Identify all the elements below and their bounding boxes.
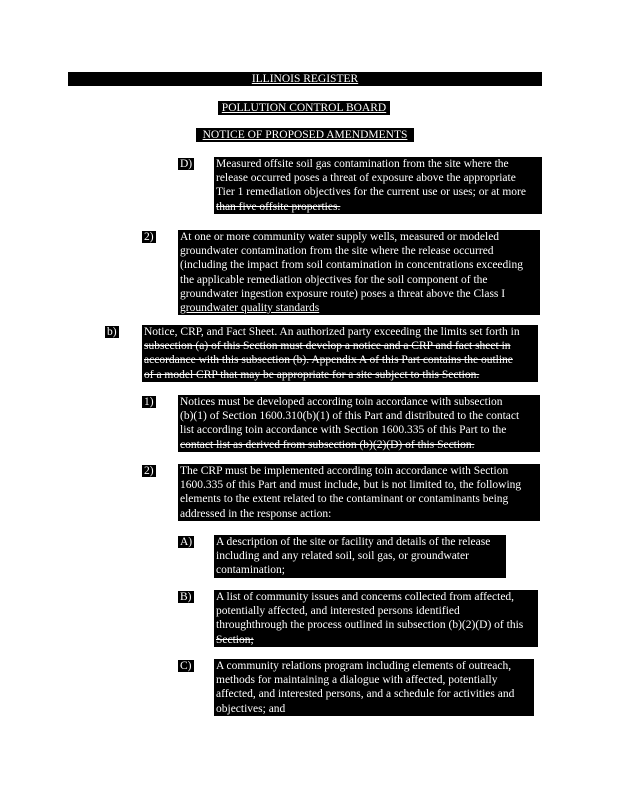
- para-line: Section;: [216, 633, 254, 646]
- para-line: throughthrough the process outlined in subsection (b)(2)(D) of this: [216, 619, 524, 632]
- para-line: A description of the site or facility and details of the release: [216, 536, 491, 548]
- paragraph-C: [214, 659, 534, 716]
- para-line: A community relations program including elements of outreach,: [216, 660, 512, 672]
- board-title: POLLUTION CONTROL BOARD: [218, 101, 390, 115]
- para-line: Measured offsite soil gas contamination from the site where the: [216, 158, 509, 170]
- item-label-a2: 2): [144, 231, 154, 243]
- paragraph-a2: [178, 230, 540, 315]
- para-line: list according toin accordance with Section 1600.335 of this Part to the: [180, 424, 507, 437]
- para-line: contamination;: [216, 564, 285, 577]
- item-label-b: b): [107, 326, 117, 338]
- para-line: objectives; and: [216, 702, 286, 715]
- item-label-C: C): [180, 660, 192, 672]
- para-line: Notice, CRP, and Fact Sheet. An authorized party exceeding the limits set forth in: [144, 326, 520, 338]
- item-label-A: A): [180, 536, 193, 548]
- para-line: groundwater ingestion exposure route) poses a threat above the Class I: [180, 287, 506, 300]
- item-label-b2: 2): [144, 465, 154, 477]
- para-line: than five offsite properties.: [216, 200, 341, 213]
- para-line: Notices must be developed according toin accordance with subsection: [180, 396, 503, 408]
- item-label-B: B): [180, 591, 192, 603]
- item-label-d: D): [180, 158, 193, 170]
- para-line: accordance with this subsection (b). Appendix A of this Part contains the outline: [144, 354, 513, 367]
- para-line: subsection (a) of this Section must develop a notice and a CRP and fact sheet in: [144, 340, 511, 353]
- para-line: affected, and interested persons, and a schedule for activities and: [216, 688, 515, 701]
- para-line: (including the impact from soil contamination in concentrations exceeding: [180, 259, 523, 272]
- para-line: including and any related soil, soil gas, or groundwater: [216, 550, 469, 563]
- paragraph-A: [214, 535, 506, 578]
- para-line: Tier 1 remediation objectives for the current use or uses; or at more: [216, 186, 526, 199]
- paragraph-d: [214, 157, 542, 214]
- para-line: release occurred poses a threat of exposure above the appropriate: [216, 172, 516, 185]
- para-line: elements to the extent related to the contaminant or contaminants being: [180, 493, 509, 506]
- item-label-b1: 1): [144, 396, 154, 408]
- para-line: A list of community issues and concerns collected from affected,: [216, 591, 515, 603]
- para-line: potentially affected, and interested persons identified: [216, 605, 460, 618]
- para-line: groundwater quality standards: [180, 302, 320, 315]
- para-line: contact list as derived from subsection (b)(2)(D) of this Section.: [180, 438, 475, 451]
- para-line: 1600.335 of this Part and must include, but is not limited to, the following: [180, 479, 522, 492]
- para-line: (b)(1) of Section 1600.310(b)(1) of this Part and distributed to the contact: [180, 410, 520, 423]
- para-line: The CRP must be implemented according toin accordance with Section: [180, 465, 509, 477]
- notice-title: NOTICE OF PROPOSED AMENDMENTS: [196, 128, 414, 142]
- para-line: At one or more community water supply wells, measured or modeled: [180, 231, 500, 243]
- paragraph-b2: [178, 464, 540, 521]
- para-line: of a model CRP that may be appropriate for a site subject to this Section.: [144, 368, 480, 381]
- paragraph-b: [142, 325, 538, 382]
- para-line: groundwater contamination from the site where the release occurred: [180, 245, 494, 258]
- paragraph-b1: [178, 395, 540, 452]
- para-line: addressed in the response action:: [180, 507, 332, 520]
- para-line: the applicable remediation objectives for the soil component of the: [180, 273, 488, 286]
- paragraph-B: [214, 590, 538, 647]
- para-line: methods for maintaining a dialogue with affected, potentially: [216, 674, 498, 687]
- register-title: ILLINOIS REGISTER: [68, 72, 542, 86]
